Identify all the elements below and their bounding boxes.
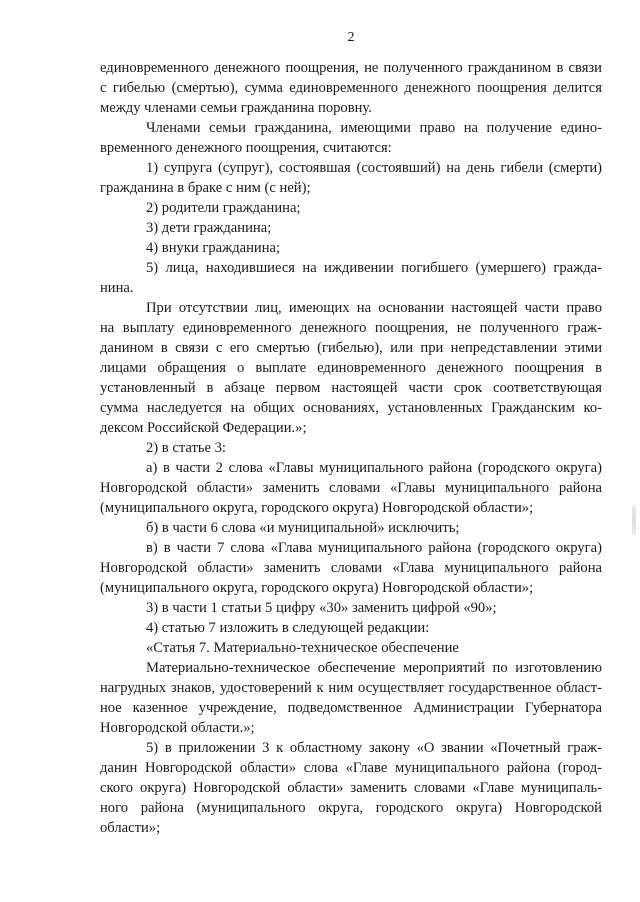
text-line: с гибелью (смертью), сумма единовременного денежного поощрения делится — [100, 80, 602, 96]
text-line: данином в связи с его смертью (гибелью), или при непредставлении этими — [100, 340, 602, 356]
text-line: Новгородской области» заменить словами «Глава муниципального района — [100, 560, 602, 576]
text-line: гражданина в браке с ним (с ней); — [100, 180, 311, 196]
text-line: 2) родители гражданина; — [146, 200, 301, 216]
text-line: между членами семьи гражданина поровну. — [100, 100, 372, 116]
text-line: б) в части 6 слова «и муниципальной» исключить; — [146, 520, 460, 536]
text-line: 5) в приложении 3 к областному закону «О звании «Почетный граж- — [146, 740, 602, 756]
text-line: 5) лица, находившиеся на иждивении погибшего (умершего) гражда- — [146, 260, 602, 276]
text-line: 4) статью 7 изложить в следующей редакции: — [146, 620, 430, 636]
text-line: ное казенное учреждение, подведомственное Администрации Губернатора — [100, 700, 602, 716]
text-line: 1) супруга (супруг), состоявшая (состоявший) на день гибели (смерти) — [146, 160, 602, 176]
text-line: ского округа) Новгородской области» заменить словами «Главе муниципаль- — [100, 780, 602, 796]
text-line: 2) в статье 3: — [146, 440, 226, 456]
text-line: области»; — [100, 820, 161, 836]
text-line: в) в части 7 слова «Глава муниципального района (городского округа) — [146, 540, 602, 556]
text-line: ного района (муниципального округа, городского округа) Новгородской — [100, 800, 602, 816]
text-line: (муниципального округа, городского округа) Новгородской области»; — [100, 500, 534, 516]
scan-edge-mark — [632, 505, 636, 535]
text-line: нина. — [100, 280, 134, 296]
text-line: Новгородской области.»; — [100, 720, 255, 736]
text-line: «Статья 7. Материально-техническое обеспечение — [146, 640, 459, 656]
text-line: лицами обращения о выплате единовременного денежного поощрения в — [100, 360, 602, 376]
text-line: При отсутствии лиц, имеющих на основании настоящей части право — [146, 300, 602, 316]
page-number: 2 — [347, 30, 355, 45]
text-line: дексом Российской Федерации.»; — [100, 420, 307, 436]
text-line: на выплату единовременного денежного поощрения, не полученного граж- — [100, 320, 602, 336]
text-line: 4) внуки гражданина; — [146, 240, 281, 256]
text-line: установленный в абзаце первом настоящей части срок соответствующая — [100, 380, 602, 396]
text-line: а) в части 2 слова «Главы муниципального района (городского округа) — [146, 460, 602, 476]
text-line: (муниципального округа, городского округа) Новгородской области»; — [100, 580, 534, 596]
text-line: временного денежного поощрения, считаются: — [100, 140, 392, 156]
text-line: Новгородской области» заменить словами «Главы муниципального района — [100, 480, 602, 496]
text-line: сумма наследуется на общих основаниях, установленных Гражданским ко- — [100, 400, 602, 416]
text-line: нагрудных знаков, удостоверений к ним осуществляет государственное област- — [100, 680, 602, 696]
text-line: Членами семьи гражданина, имеющими право на получение едино- — [146, 120, 602, 136]
document-body — [100, 58, 602, 838]
text-line: Материально-техническое обеспечение мероприятий по изготовлению — [146, 660, 602, 676]
text-line: данин Новгородской области» слова «Главе муниципального района (город- — [100, 760, 602, 776]
text-line: 3) дети гражданина; — [146, 220, 272, 236]
text-line: единовременного денежного поощрения, не полученного гражданином в связи — [100, 60, 602, 76]
text-line: 3) в части 1 статьи 5 цифру «30» заменить цифрой «90»; — [146, 600, 497, 616]
